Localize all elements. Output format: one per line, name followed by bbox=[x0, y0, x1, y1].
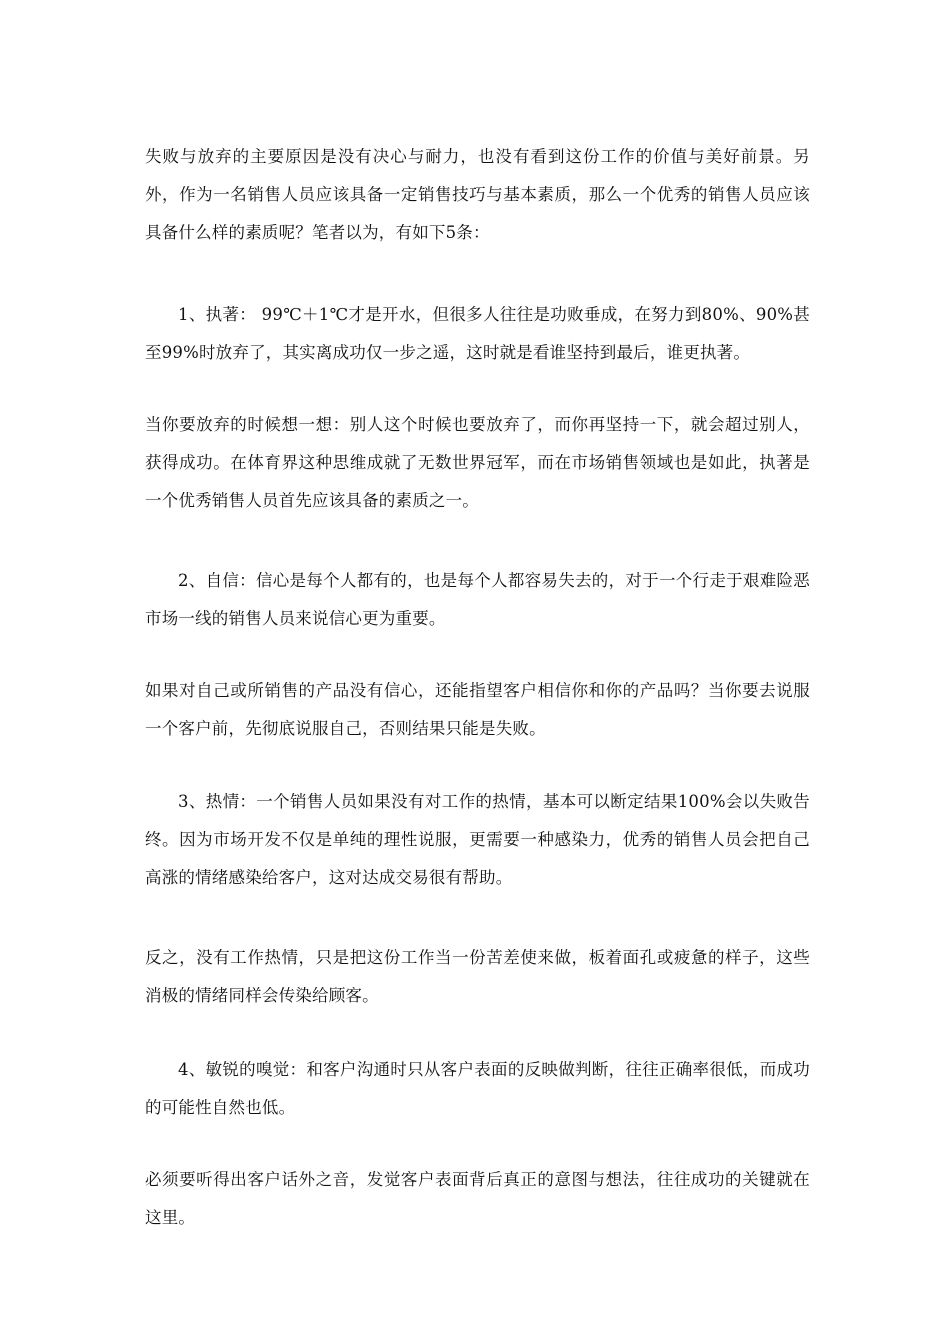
point-4-detail-paragraph: 必须要听得出客户话外之音，发觉客户表面背后真正的意图与想法，往往成功的关键就在这里。 bbox=[145, 1169, 810, 1227]
point-2-paragraph: 2、自信：信心是每个人都有的，也是每个人都容易失去的，对于一个行走于艰难险恶市场一线的销售人员来说信心更为重要。 bbox=[145, 570, 810, 628]
point-3-paragraph: 3、热情：一个销售人员如果没有对工作的热情，基本可以断定结果100%会以失败告终。因为市场开发不仅是单纯的理性说服，更需要一种感染力，优秀的销售人员会把自己高涨的情绪感染给客户，这对达成交易很有帮助。 bbox=[145, 791, 810, 887]
point-4-paragraph: 4、敏锐的嗅觉：和客户沟通时只从客户表面的反映做判断，往往正确率很低，而成功的可能性自然也低。 bbox=[145, 1059, 810, 1117]
point-2-detail-paragraph: 如果对自己或所销售的产品没有信心，还能指望客户相信你和你的产品吗？当你要去说服一个客户前，先彻底说服自己，否则结果只能是失败。 bbox=[145, 680, 810, 738]
point-1-detail-paragraph: 当你要放弃的时候想一想：别人这个时候也要放弃了，而你再坚持一下，就会超过别人，获得成功。在体育界这种思维成就了无数世界冠军，而在市场销售领域也是如此，执著是一个优秀销售人员首先应该具备的素质之一。 bbox=[145, 414, 810, 510]
intro-paragraph: 失败与放弃的主要原因是没有决心与耐力，也没有看到这份工作的价值与美好前景。另外，作为一名销售人员应该具备一定销售技巧与基本素质，那么一个优秀的销售人员应该具备什么样的素质呢？笔者以为，有如下5条： bbox=[145, 146, 810, 242]
point-1-paragraph: 1、执著： 99℃＋1℃才是开水，但很多人往往是功败垂成，在努力到80%、90%甚至99%时放弃了，其实离成功仅一步之遥，这时就是看谁坚持到最后，谁更执著。 bbox=[145, 304, 810, 362]
point-3-detail-paragraph: 反之，没有工作热情，只是把这份工作当一份苦差使来做，板着面孔或疲惫的样子，这些消极的情绪同样会传染给顾客。 bbox=[145, 947, 810, 1005]
